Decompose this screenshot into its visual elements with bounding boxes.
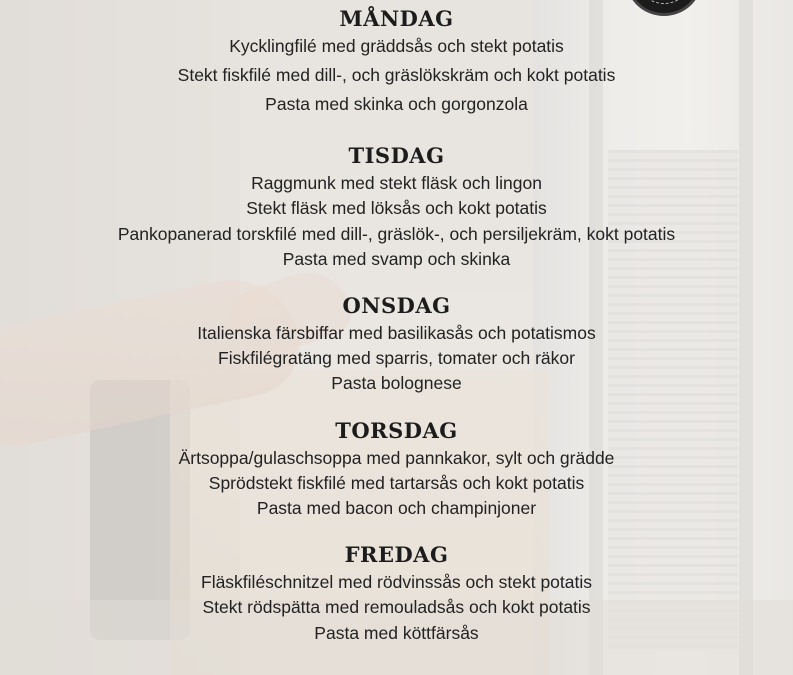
- menu-item: Stekt rödspätta med remouladsås och kokt potatis: [202, 597, 591, 617]
- day-heading: ONSDAG: [342, 293, 451, 318]
- menu-item: Italienska färsbiffar med basilikasås och potatismos: [197, 323, 596, 343]
- day-heading: TORSDAG: [335, 418, 458, 443]
- menu-item: Pasta med skinka och gorgonzola: [265, 94, 528, 114]
- menu-item: Fläskfiléschnitzel med rödvinssås och stekt potatis: [201, 572, 592, 592]
- menu-item: Stekt fläsk med löksås och kokt potatis: [246, 198, 547, 218]
- menu-item: Stekt fiskfilé med dill-, och gräslökskräm och kokt potatis: [177, 65, 616, 85]
- menu-item: Pasta med bacon och champinjoner: [256, 498, 537, 518]
- menu-item: Kycklingfilé med gräddsås och stekt potatis: [229, 36, 564, 56]
- menu-item: Sprödstekt fiskfilé med tartarsås och kokt potatis: [208, 473, 585, 493]
- menu-item: Pasta med köttfärsås: [314, 623, 479, 643]
- menu-item: Pankopanerad torskfilé med dill-, gräslök-, och persiljekräm, kokt potatis: [117, 224, 676, 244]
- menu-item: Fiskfilégratäng med sparris, tomater och räkor: [218, 348, 575, 368]
- day-heading: FREDAG: [344, 542, 449, 567]
- day-heading: TISDAG: [348, 143, 445, 168]
- menu-item: Pasta med svamp och skinka: [282, 249, 511, 269]
- menu-item: Pasta bolognese: [331, 373, 462, 393]
- day-heading: MÅNDAG: [339, 6, 454, 31]
- menu-item: Ärtsoppa/gulaschsoppa med pannkakor, sylt och grädde: [178, 448, 615, 468]
- menu-item: Raggmunk med stekt fläsk och lingon: [251, 173, 542, 193]
